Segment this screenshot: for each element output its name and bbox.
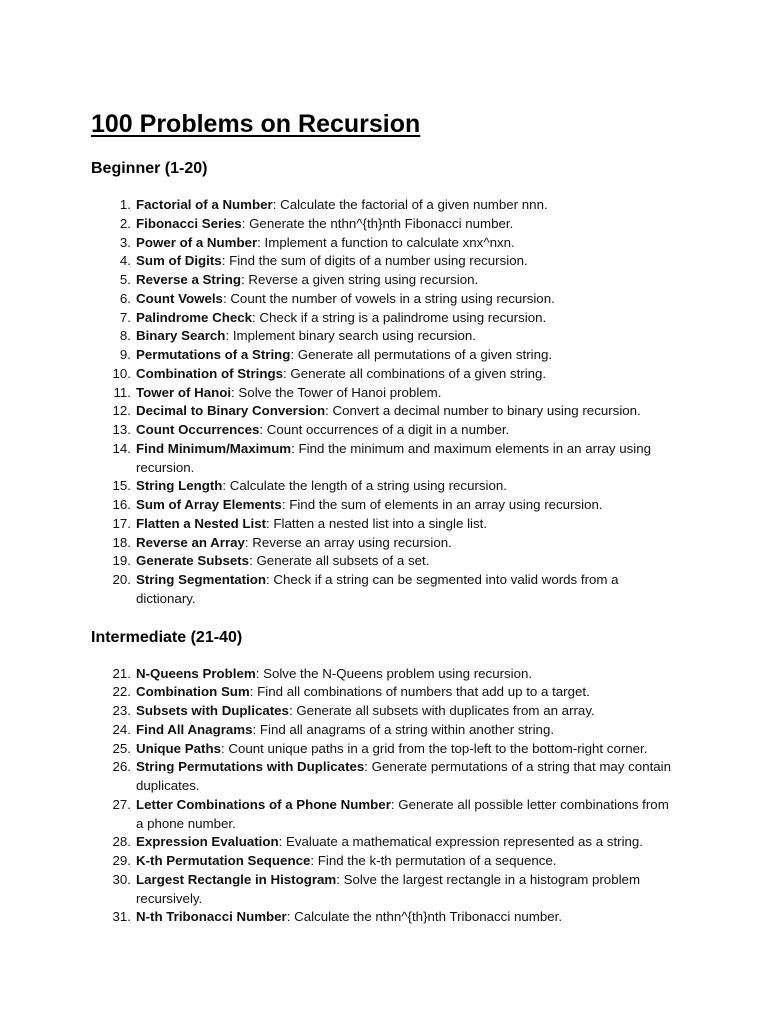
item-number: 19. [112,553,131,569]
item-number: 31. [112,909,131,925]
problem-description: : Generate all permutations of a given string. [290,347,553,362]
problem-description: : Reverse a given string using recursion. [240,272,479,287]
item-number: 7. [119,309,131,325]
problem-description: : Find all combinations of numbers that add up to a target. [249,684,590,700]
section-intermediate [91,627,678,928]
problem-description: : Generate all possible letter combinations from a phone number. [136,796,669,831]
list-item [91,852,678,871]
problem-name: Power of a Number [136,234,258,250]
problem-description: : Implement binary search using recursion. [225,328,476,344]
item-number: 15. [112,478,131,494]
list-item [91,327,678,346]
problem-name: String Permutations with Duplicates [136,759,365,775]
list-item [91,384,678,403]
list-item [91,346,678,365]
item-number: 28. [112,834,131,850]
problem-description: : Solve the Tower of Hanoi problem. [231,384,442,400]
problem-name: N-Queens Problem [136,665,256,681]
item-number: 8. [119,328,131,344]
item-number: 12. [112,403,131,419]
section-beginner [91,158,678,609]
problem-description: : Find the sum of elements in an array using recursion. [281,497,603,512]
problem-name: Decimal to Binary Conversion [136,403,326,419]
problem-description: : Find the sum of digits of a number using recursion. [221,253,528,269]
section-heading-beginner: Beginner (1-20) [91,160,208,177]
problem-name: String Segmentation [136,572,267,587]
item-number: 11. [113,384,131,400]
item-number: 13. [112,422,131,437]
problem-name: Palindrome Check [136,309,253,325]
problem-description: : Count the number of vowels in a string using recursion. [222,290,555,306]
item-number: 26. [112,759,131,775]
item-number: 2. [119,215,131,231]
list-item [91,665,678,684]
list-item [91,740,678,759]
problem-description: : Reverse an array using recursion. [244,534,452,550]
list-item [91,796,678,834]
list-item [91,234,678,253]
problem-name: Tower of Hanoi [136,384,232,400]
problem-name: Sum of Array Elements [136,497,282,512]
item-number: 14. [112,440,131,456]
problem-name: Count Occurrences [136,422,260,437]
item-number: 25. [112,740,131,756]
problem-name: K-th Permutation Sequence [136,853,311,868]
list-item [91,477,678,496]
item-number: 3. [119,234,131,250]
problem-list-beginner [91,196,678,609]
problem-description: : Find the k-th permutation of a sequence. [310,853,557,868]
problem-description: : Implement a function to calculate xnx^nxn. [257,234,515,250]
item-number: 23. [112,703,131,718]
problem-name: Permutations of a String [136,347,291,362]
problem-description: : Find the minimum and maximum elements in an array using recursion. [136,440,652,475]
list-item [91,758,678,796]
section-heading-intermediate: Intermediate (21-40) [91,628,243,646]
problem-description: : Evaluate a mathematical expression represented as a string. [278,834,644,850]
problem-name: Find Minimum/Maximum [136,440,292,456]
problem-description: : Calculate the length of a string using recursion. [222,478,507,494]
list-item [91,908,678,927]
list-item [91,271,678,290]
problem-name: Generate Subsets [136,553,250,569]
problem-name: Factorial of a Number [136,197,273,212]
list-item [91,496,678,515]
problem-name: Unique Paths [136,740,221,756]
item-number: 4. [119,253,131,269]
problem-name: Reverse an Array [136,534,245,550]
list-item [91,571,678,609]
list-item [91,440,678,478]
list-item [91,833,678,852]
list-item [91,515,678,534]
problem-name: Count Vowels [136,290,223,306]
problem-name: Combination Sum [136,684,250,700]
list-item [91,421,678,440]
item-number: 18. [112,534,131,550]
problem-description: : Find all anagrams of a string within another string. [252,721,555,737]
item-number: 24. [112,721,131,737]
item-number: 22. [112,684,131,700]
problem-description: : Convert a decimal number to binary using recursion. [325,403,641,419]
problem-name: Find All Anagrams [136,721,253,737]
problem-description: : Calculate the factorial of a given number nnn. [272,197,548,212]
list-item [91,402,678,421]
problem-description: : Count unique paths in a grid from the top-left to the bottom-right corner. [220,740,648,756]
problem-name: String Length [136,478,223,494]
list-item [91,215,678,234]
problem-description: : Calculate the nthn^{th}nth Tribonacci number. [286,909,563,925]
problem-name: Letter Combinations of a Phone Number [136,796,391,812]
document-title: 100 Problems on Recursion [91,110,421,138]
problem-name: Binary Search [136,328,226,344]
list-item [91,534,678,553]
problem-description: : Solve the largest rectangle in a histogram problem recursively. [136,871,641,906]
item-number: 21. [112,665,131,681]
problem-description: : Check if a string is a palindrome using recursion. [252,309,547,325]
problem-description: : Flatten a nested list into a single list. [266,515,488,531]
problem-name: Reverse a String [136,272,241,287]
item-number: 17. [112,515,131,531]
problem-description: : Generate permutations of a string that may contain duplicates. [136,759,672,793]
problem-description: : Check if a string can be segmented into valid words from a dictionary. [136,572,619,606]
list-item [91,309,678,328]
problem-name: Subsets with Duplicates [136,703,289,718]
problem-description: : Generate all subsets of a set. [249,553,430,569]
problem-name: Largest Rectangle in Histogram [136,871,337,887]
item-number: 20. [112,572,131,587]
item-number: 16. [112,497,131,512]
list-item [91,290,678,309]
problem-name: N-th Tribonacci Number [136,909,287,925]
item-number: 29. [112,853,131,868]
item-number: 30. [112,871,131,887]
problem-description: : Generate the nthn^{th}nth Fibonacci number. [241,215,514,231]
problem-description: : Solve the N-Queens problem using recursion. [255,665,533,681]
item-number: 6. [119,290,131,306]
problem-name: Fibonacci Series [136,215,242,231]
item-number: 10. [112,365,131,381]
item-number: 1. [119,197,131,212]
item-number: 9. [119,347,131,362]
item-number: 5. [119,272,131,287]
list-item [91,365,678,384]
list-item [91,721,678,740]
problem-description: : Generate all subsets with duplicates from an array. [288,703,595,718]
problem-name: Expression Evaluation [136,834,279,850]
item-number: 27. [112,796,131,812]
list-item [91,702,678,721]
problem-list-intermediate [91,665,678,928]
list-item [91,552,678,571]
problem-description: : Generate all combinations of a given string. [283,365,547,381]
problem-name: Flatten a Nested List [136,515,267,531]
problem-name: Combination of Strings [136,365,283,381]
list-item [91,196,678,215]
list-item [91,871,678,909]
list-item [91,683,678,702]
list-item [91,252,678,271]
problem-name: Sum of Digits [136,253,222,269]
problem-description: : Count occurrences of a digit in a number. [259,422,510,437]
